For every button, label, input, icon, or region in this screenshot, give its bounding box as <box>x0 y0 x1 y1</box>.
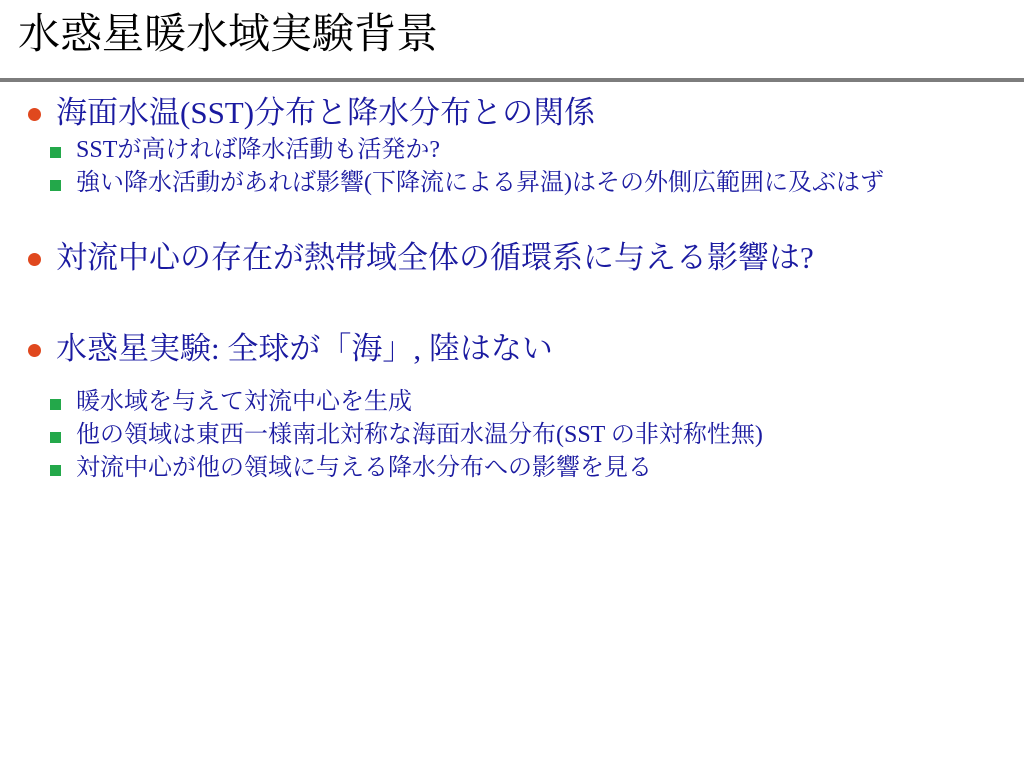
bullet-text: 強い降水活動があれば影響(下降流による昇温)はその外側広範囲に及ぶはず <box>76 169 884 196</box>
bullet-text: SSTが高ければ降水活動も活発か? <box>76 136 441 163</box>
slide-body <box>0 88 1024 484</box>
bullet-square-icon <box>50 399 61 410</box>
page-title: 水惑星暖水域実験背景 <box>18 12 439 58</box>
bullet-item-level2 <box>0 387 1024 418</box>
bullet-text: 海面水温(SST)分布と降水分布との関係 <box>56 95 596 130</box>
bullet-text: 暖水域を与えて対流中心を生成 <box>76 388 412 415</box>
bullet-text: 水惑星実験: 全球が「海」, 陸はない <box>56 330 553 366</box>
bullet-dot-icon <box>28 344 41 357</box>
bullet-square-icon <box>50 147 61 158</box>
title-divider <box>0 78 1024 82</box>
bullet-square-icon <box>50 465 61 476</box>
bullet-item-level1 <box>0 330 1024 369</box>
spacer <box>0 278 1024 324</box>
bullet-text: 他の領域は東西一様南北対称な海面水温分布(SST の非対称性無) <box>76 421 763 448</box>
bullet-square-icon <box>50 432 61 443</box>
bullet-item-level1 <box>0 94 1024 133</box>
bullet-square-icon <box>50 180 61 191</box>
bullet-item-level1 <box>0 239 1024 278</box>
bullet-item-level2 <box>0 168 1024 199</box>
bullet-text: 対流中心が他の領域に与える降水分布への影響を見る <box>76 455 652 481</box>
bullet-dot-icon <box>28 253 41 266</box>
bullet-item-level2 <box>0 135 1024 166</box>
spacer <box>0 369 1024 385</box>
bullet-item-level2 <box>0 453 1024 484</box>
bullet-item-level2 <box>0 420 1024 451</box>
spacer <box>0 199 1024 233</box>
bullet-dot-icon <box>28 108 41 121</box>
bullet-text: 対流中心の存在が熱帯域全体の循環系に与える影響は? <box>56 240 814 276</box>
